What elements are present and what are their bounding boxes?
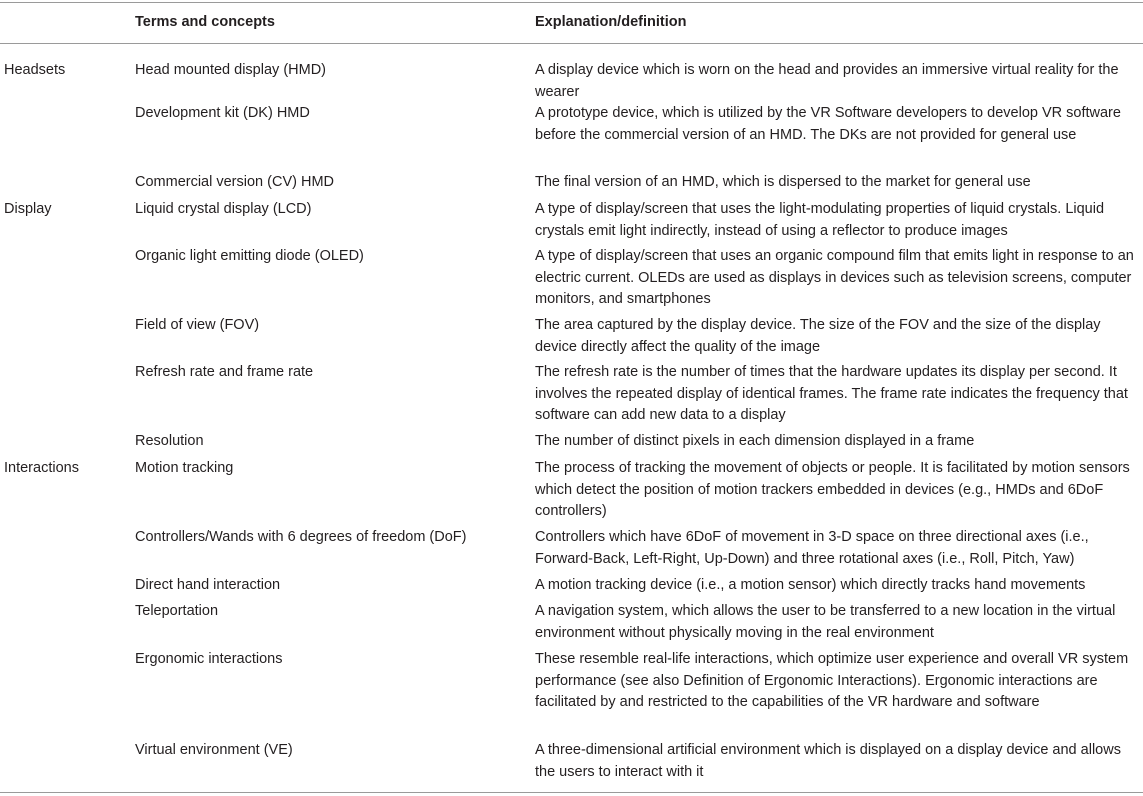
row-term: Liquid crystal display (LCD) <box>135 201 312 217</box>
row-explanation: The final version of an HMD, which is dispersed to the market for general use <box>535 174 1031 190</box>
row-term: Ergonomic interactions <box>135 651 283 667</box>
table-bottom-rule <box>0 792 1143 793</box>
row-explanation: A type of display/screen that uses the light-modulating properties of liquid crystals. Liquid crystals emit light indirectly, instead of using a reflector to produce images <box>535 201 1105 239</box>
row-explanation: The area captured by the display device. The size of the FOV and the size of the display device directly affect the quality of the image <box>535 317 1101 355</box>
row-term: Organic light emitting diode (OLED) <box>135 248 364 264</box>
row-category: Interactions <box>4 460 79 476</box>
row-explanation: A navigation system, which allows the user to be transferred to a new location in the virtual environment without physically moving in the real environment <box>535 603 1116 641</box>
row-explanation: A motion tracking device (i.e., a motion sensor) which directly tracks hand movements <box>535 577 1086 593</box>
header-terms: Terms and concepts <box>135 14 275 30</box>
row-term: Refresh rate and frame rate <box>135 364 314 380</box>
header-explanation: Explanation/definition <box>535 14 687 30</box>
row-explanation: A type of display/screen that uses an organic compound film that emits light in response to an electric current. OLEDs are used as displays in devices such as television screens, computer monitors, and smartphones <box>535 248 1134 307</box>
row-term: Resolution <box>135 433 204 449</box>
row-term: Teleportation <box>135 603 219 619</box>
row-explanation: The number of distinct pixels in each dimension displayed in a frame <box>535 433 975 449</box>
row-explanation: Controllers which have 6DoF of movement in 3-D space on three directional axes (i.e., Forward-Back, Left-Right, Up-Down) and three rotational axes (i.e., Roll, Pitch, Yaw) <box>535 529 1089 567</box>
row-explanation: The refresh rate is the number of times that the hardware updates its display per second. It involves the repeated display of identical frames. The frame rate indicates the frequency that software can add new data to a display <box>535 364 1128 423</box>
row-category: Display <box>4 201 52 217</box>
row-term: Virtual environment (VE) <box>135 742 293 758</box>
row-explanation: A prototype device, which is utilized by the VR Software developers to develop VR software before the commercial version of an HMD. The DKs are not provided for general use <box>535 105 1121 143</box>
row-term: Head mounted display (HMD) <box>135 62 326 78</box>
row-explanation: These resemble real-life interactions, which optimize user experience and overall VR system performance (see also Definition of Ergonomic Interactions). Ergonomic interactions are facilitated by and restricted to the capabilities of the VR hardware and software <box>535 651 1129 710</box>
table-top-rule <box>0 2 1143 3</box>
header-rule <box>0 43 1143 44</box>
row-term: Controllers/Wands with 6 degrees of freedom (DoF) <box>135 529 467 545</box>
row-explanation: A display device which is worn on the head and provides an immersive virtual reality for the wearer <box>535 62 1119 100</box>
row-term: Motion tracking <box>135 460 234 476</box>
row-term: Commercial version (CV) HMD <box>135 174 334 190</box>
row-explanation: A three-dimensional artificial environment which is displayed on a display device and allows the users to interact with it <box>535 742 1121 780</box>
row-term: Direct hand interaction <box>135 577 281 593</box>
row-explanation: The process of tracking the movement of objects or people. It is facilitated by motion sensors which detect the position of motion trackers embedded in devices (e.g., HMDs and 6DoF controllers) <box>535 460 1130 519</box>
row-term: Field of view (FOV) <box>135 317 260 333</box>
row-category: Headsets <box>4 62 66 78</box>
row-term: Development kit (DK) HMD <box>135 105 310 121</box>
